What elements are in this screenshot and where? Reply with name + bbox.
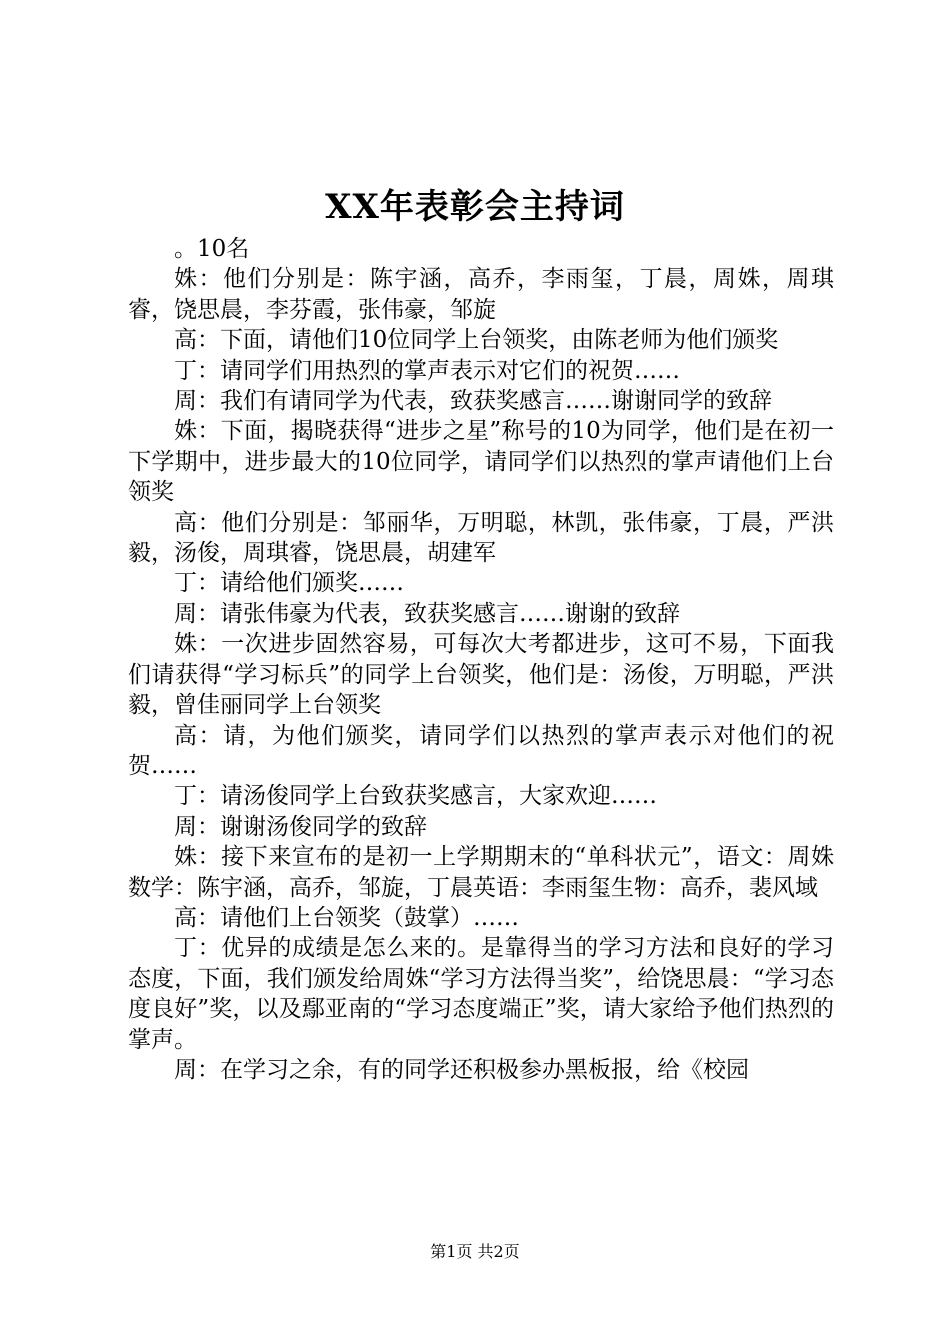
paragraph: 周：我们有请同学为代表，致获奖感言……谢谢同学的致辞	[174, 388, 772, 415]
document-title: XX年表彰会主持词	[325, 187, 625, 227]
paragraph: 姝：他们分别是：陈宇涵，高乔，李雨玺，丁晨，周姝，周琪睿，饶思晨，李芬霞，张伟豪，邹旋	[128, 266, 834, 323]
paragraph: 高：请，为他们颁奖，请同学们以热烈的掌声表示对他们的祝贺……	[128, 722, 834, 779]
paragraph: 高：他们分别是：邹丽华，万明聪，林凯，张伟豪，丁晨，严洪毅，汤俊，周琪睿，饶思晨，胡建军	[128, 509, 834, 567]
document-body	[128, 234, 834, 1085]
paragraph: 周：谢谢汤俊同学的致辞	[174, 813, 427, 840]
paragraph: 周：请张伟豪为代表，致获奖感言……谢谢的致辞	[174, 600, 680, 627]
paragraph: 丁：优异的成绩是怎么来的。是靠得当的学习方法和良好的学习态度，下面，我们颁发给周姝“学习方法得当奖”，给饶思晨：“学习态度良好”奖，以及鄢亚南的“学习态度端正”奖，请大家给予他们热烈的掌声。	[128, 935, 834, 1053]
paragraph: 。10名	[174, 236, 250, 262]
paragraph: 高：请他们上台领奖（鼓掌）……	[174, 904, 519, 931]
page-footer: 第1页 共2页	[430, 1242, 520, 1261]
paragraph: 丁：请汤俊同学上台致获奖感言，大家欢迎……	[174, 783, 657, 810]
paragraph: 丁：请给他们颁奖……	[174, 570, 404, 597]
paragraph: 周：在学习之余，有的同学还积极参办黑板报，给《校园	[174, 1056, 749, 1083]
paragraph: 高：下面，请他们10位同学上台领奖，由陈老师为他们颁奖	[174, 327, 779, 354]
paragraph: 姝：一次进步固然容易，可每次大考都进步，这可不易，下面我们请获得“学习标兵”的同学上台领奖，他们是：汤俊，万明聪，严洪毅，曾佳丽同学上台领奖	[128, 631, 834, 719]
paragraph: 丁：请同学们用热烈的掌声表示对它们的祝贺……	[174, 357, 680, 384]
paragraph: 姝：下面，揭晓获得“进步之星”称号的10为同学，他们是在初一下学期中，进步最大的10位同学，请同学们以热烈的掌声请他们上台领奖	[128, 418, 834, 506]
paragraph: 姝：接下来宣布的是初一上学期期末的“单科状元”，语文：周姝数学：陈宇涵，高乔，邹旋，丁晨英语：李雨玺生物：高乔，裴风域	[128, 844, 834, 901]
